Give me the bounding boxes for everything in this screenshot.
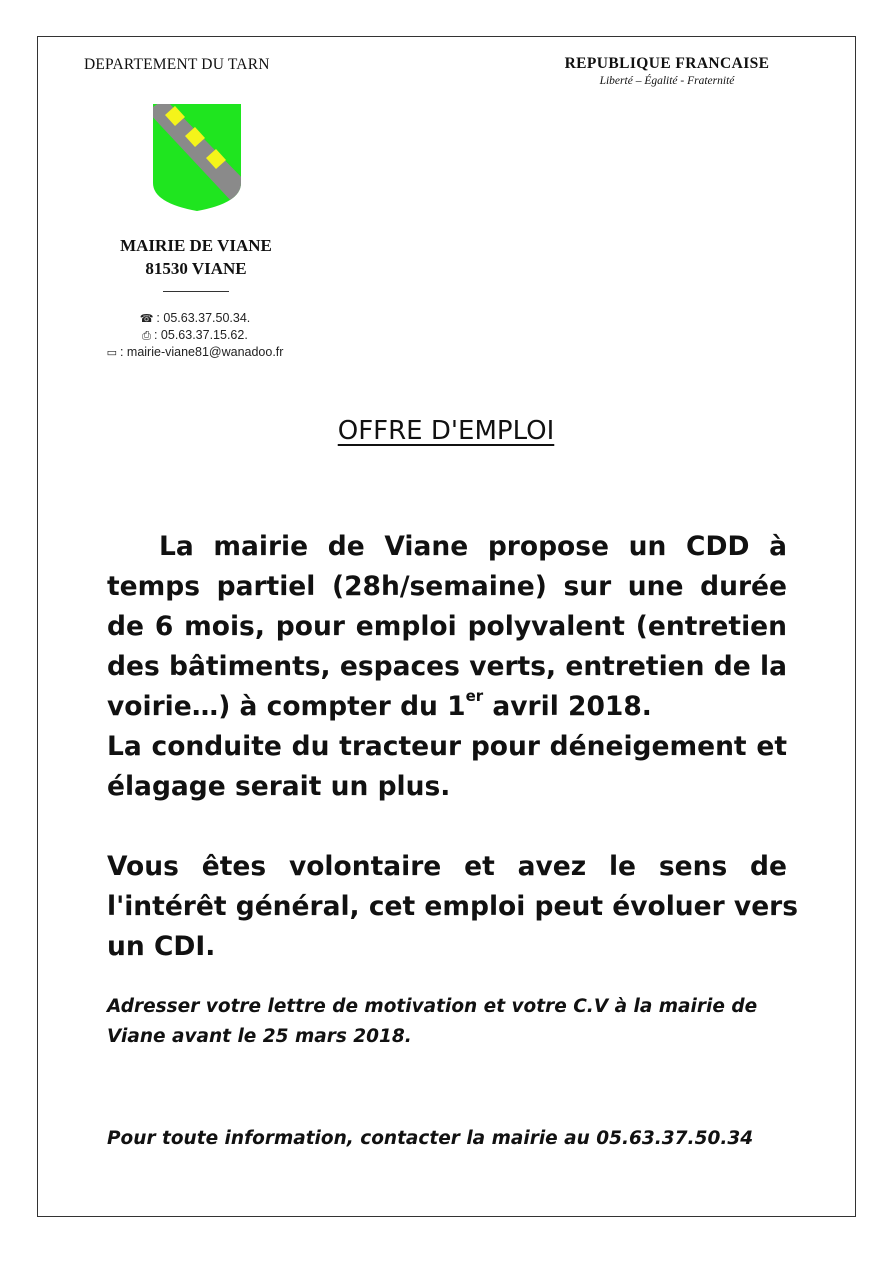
email-line <box>40 344 350 361</box>
apply-line: Adresser votre lettre de motivation et votre C.V à la mairie de <box>107 996 758 1017</box>
republic-header <box>540 55 794 87</box>
telephone-icon: ☎ <box>139 313 154 325</box>
offer-description <box>107 527 787 807</box>
offer-line: de 6 mois, pour emploi polyvalent (entretien <box>107 611 787 642</box>
computer-icon: ▭ <box>106 347 117 359</box>
offer-line: La conduite du tracteur pour déneigement et <box>107 731 787 762</box>
fax-number: : 05.63.37.15.62. <box>153 328 248 342</box>
email-address[interactable]: : mairie-viane81@wanadoo.fr <box>119 345 284 359</box>
mairie-address: 81530 VIANE <box>145 259 247 278</box>
republic-title: REPUBLIQUE FRANCAISE <box>564 55 770 72</box>
ordinal-suffix: er <box>465 687 484 705</box>
offer-line: La mairie de Viane propose un CDD à <box>159 531 787 562</box>
phone-line <box>40 310 350 327</box>
offer-line: voirie…) à compter du 1er avril 2018. <box>107 687 652 722</box>
phone-number: : 05.63.37.50.34. <box>156 311 251 325</box>
fax-icon: ⎙ <box>142 330 151 342</box>
mairie-block <box>76 234 316 280</box>
profile-line: un CDI. <box>107 931 216 962</box>
divider <box>163 291 229 292</box>
offer-profile <box>107 847 799 967</box>
offer-line: élagage serait un plus. <box>107 771 451 802</box>
application-instructions <box>107 992 787 1052</box>
coat-of-arms-image <box>151 103 243 213</box>
fax-line <box>40 327 350 344</box>
department-label: DEPARTEMENT DU TARN <box>84 56 270 73</box>
profile-line: Vous êtes volontaire et avez le sens de <box>107 851 787 882</box>
contact-info: Pour toute information, contacter la mairie au 05.63.37.50.34 <box>107 1128 754 1149</box>
profile-line: l'intérêt général, cet emploi peut évoluer vers <box>107 891 799 922</box>
offer-line: des bâtiments, espaces verts, entretien de la <box>107 651 787 682</box>
offer-line: temps partiel (28h/semaine) sur une durée <box>107 571 787 602</box>
apply-line: Viane avant le 25 mars 2018. <box>107 1026 412 1047</box>
mairie-name: MAIRIE DE VIANE <box>120 236 272 255</box>
republic-motto: Liberté – Égalité - Fraternité <box>599 75 735 87</box>
page-title: OFFRE D'EMPLOI <box>337 416 555 446</box>
